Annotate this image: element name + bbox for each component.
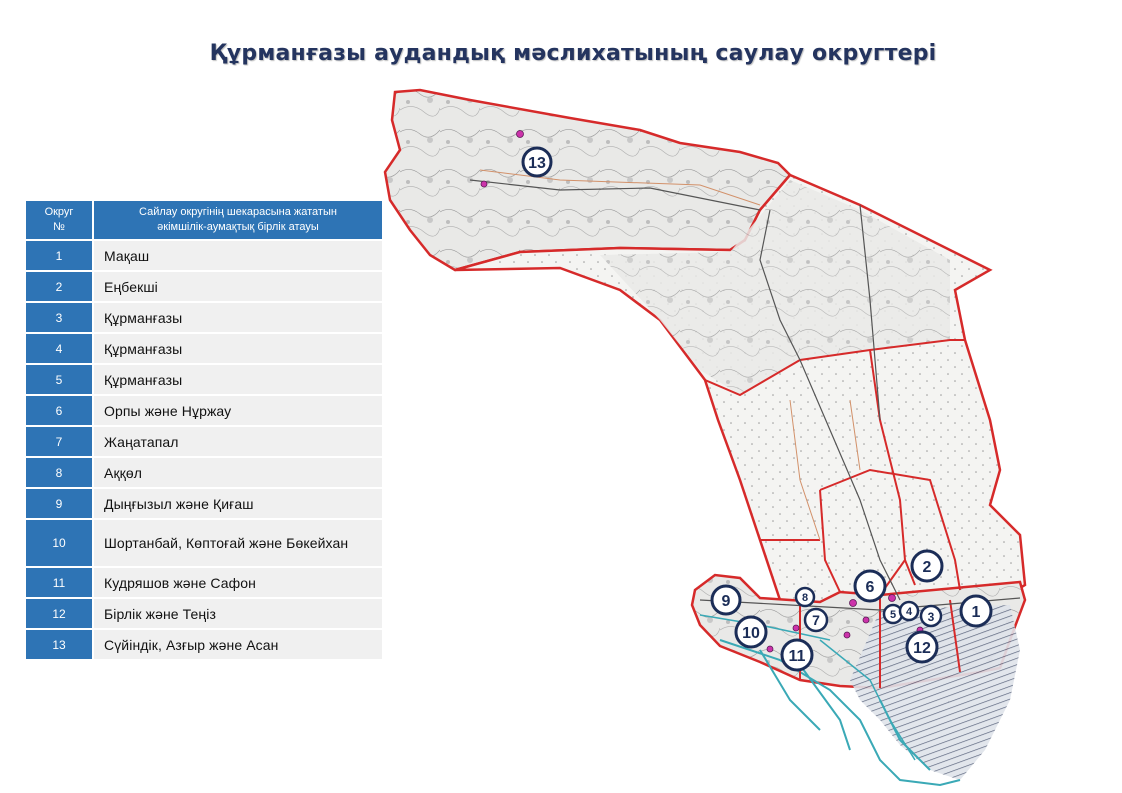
marker-2-label: 2 bbox=[922, 559, 932, 576]
page-title: Құрманғазы аудандық мәслихатының саулау округтері bbox=[209, 41, 937, 66]
marker-1 bbox=[961, 596, 991, 626]
settlement-dot bbox=[850, 600, 857, 607]
okrug-name: Орпы және Нұржау bbox=[94, 396, 382, 427]
marker-10-label: 10 bbox=[742, 625, 760, 642]
marker-9 bbox=[712, 586, 740, 614]
okrug-name: Мақаш bbox=[94, 241, 382, 272]
okrug-number: 8 bbox=[26, 458, 94, 489]
okrug-number: 13 bbox=[26, 630, 94, 661]
marker-8 bbox=[796, 588, 814, 606]
district-13-area bbox=[385, 90, 790, 270]
marker-3-label: 3 bbox=[927, 610, 935, 624]
okrug-number: 9 bbox=[26, 489, 94, 520]
okrug-number: 2 bbox=[26, 272, 94, 303]
marker-13-label: 13 bbox=[528, 155, 546, 172]
marker-11 bbox=[782, 640, 812, 670]
okrug-name: Шортанбай, Көптоғай және Бөкейхан bbox=[94, 520, 382, 568]
settlement-dot bbox=[844, 632, 850, 638]
okrug-name: Бірлік және Теңіз bbox=[94, 599, 382, 630]
marker-8-label: 8 bbox=[801, 592, 809, 604]
okrug-name: Кудряшов және Сафон bbox=[94, 568, 382, 599]
okrug-number: 5 bbox=[26, 365, 94, 396]
okrug-name: Сүйіндік, Азғыр және Асан bbox=[94, 630, 382, 661]
okrug-number: 11 bbox=[26, 568, 94, 599]
okrug-number: 7 bbox=[26, 427, 94, 458]
okrug-name: Құрманғазы bbox=[94, 303, 382, 334]
okrug-number: 12 bbox=[26, 599, 94, 630]
header-unit-line1: Сайлау округінің шекарасына жататын bbox=[139, 206, 337, 218]
okrug-name: Құрманғазы bbox=[94, 365, 382, 396]
marker-11-label: 11 bbox=[788, 648, 806, 665]
marker-12-label: 12 bbox=[913, 640, 931, 657]
marker-2 bbox=[912, 551, 942, 581]
marker-5-label: 5 bbox=[889, 609, 897, 621]
marker-10 bbox=[736, 617, 766, 647]
header-okrug-word: Округ bbox=[44, 206, 74, 218]
okrug-name: Еңбекші bbox=[94, 272, 382, 303]
settlement-dot bbox=[863, 617, 869, 623]
okrug-number: 1 bbox=[26, 241, 94, 272]
header-number-sign: № bbox=[53, 221, 65, 233]
settlement-dot bbox=[793, 625, 799, 631]
marker-4 bbox=[900, 602, 918, 620]
marker-1-label: 1 bbox=[971, 604, 981, 621]
okrug-number: 6 bbox=[26, 396, 94, 427]
okrug-name: Аққөл bbox=[94, 458, 382, 489]
okrug-number: 3 bbox=[26, 303, 94, 334]
marker-13 bbox=[523, 148, 551, 176]
marker-7 bbox=[805, 609, 827, 631]
header-unit-line2: әкімшілік-аумақтық бірлік атауы bbox=[157, 221, 319, 233]
marker-3 bbox=[921, 606, 941, 626]
settlement-dot bbox=[481, 181, 487, 187]
marker-7-label: 7 bbox=[812, 612, 820, 628]
okrug-name: Дыңғызыл және Қиғаш bbox=[94, 489, 382, 520]
marker-6-label: 6 bbox=[865, 579, 875, 596]
settlement-dot bbox=[767, 646, 773, 652]
okrug-name: Жаңатапал bbox=[94, 427, 382, 458]
settlement-dot bbox=[517, 131, 524, 138]
okrug-name: Құрманғазы bbox=[94, 334, 382, 365]
settlement-dot bbox=[889, 595, 896, 602]
marker-9-label: 9 bbox=[721, 593, 731, 610]
okrug-number: 4 bbox=[26, 334, 94, 365]
marker-12 bbox=[907, 632, 937, 662]
okrug-number: 10 bbox=[26, 520, 94, 568]
marker-4-label: 4 bbox=[905, 606, 913, 618]
marker-6 bbox=[855, 571, 885, 601]
